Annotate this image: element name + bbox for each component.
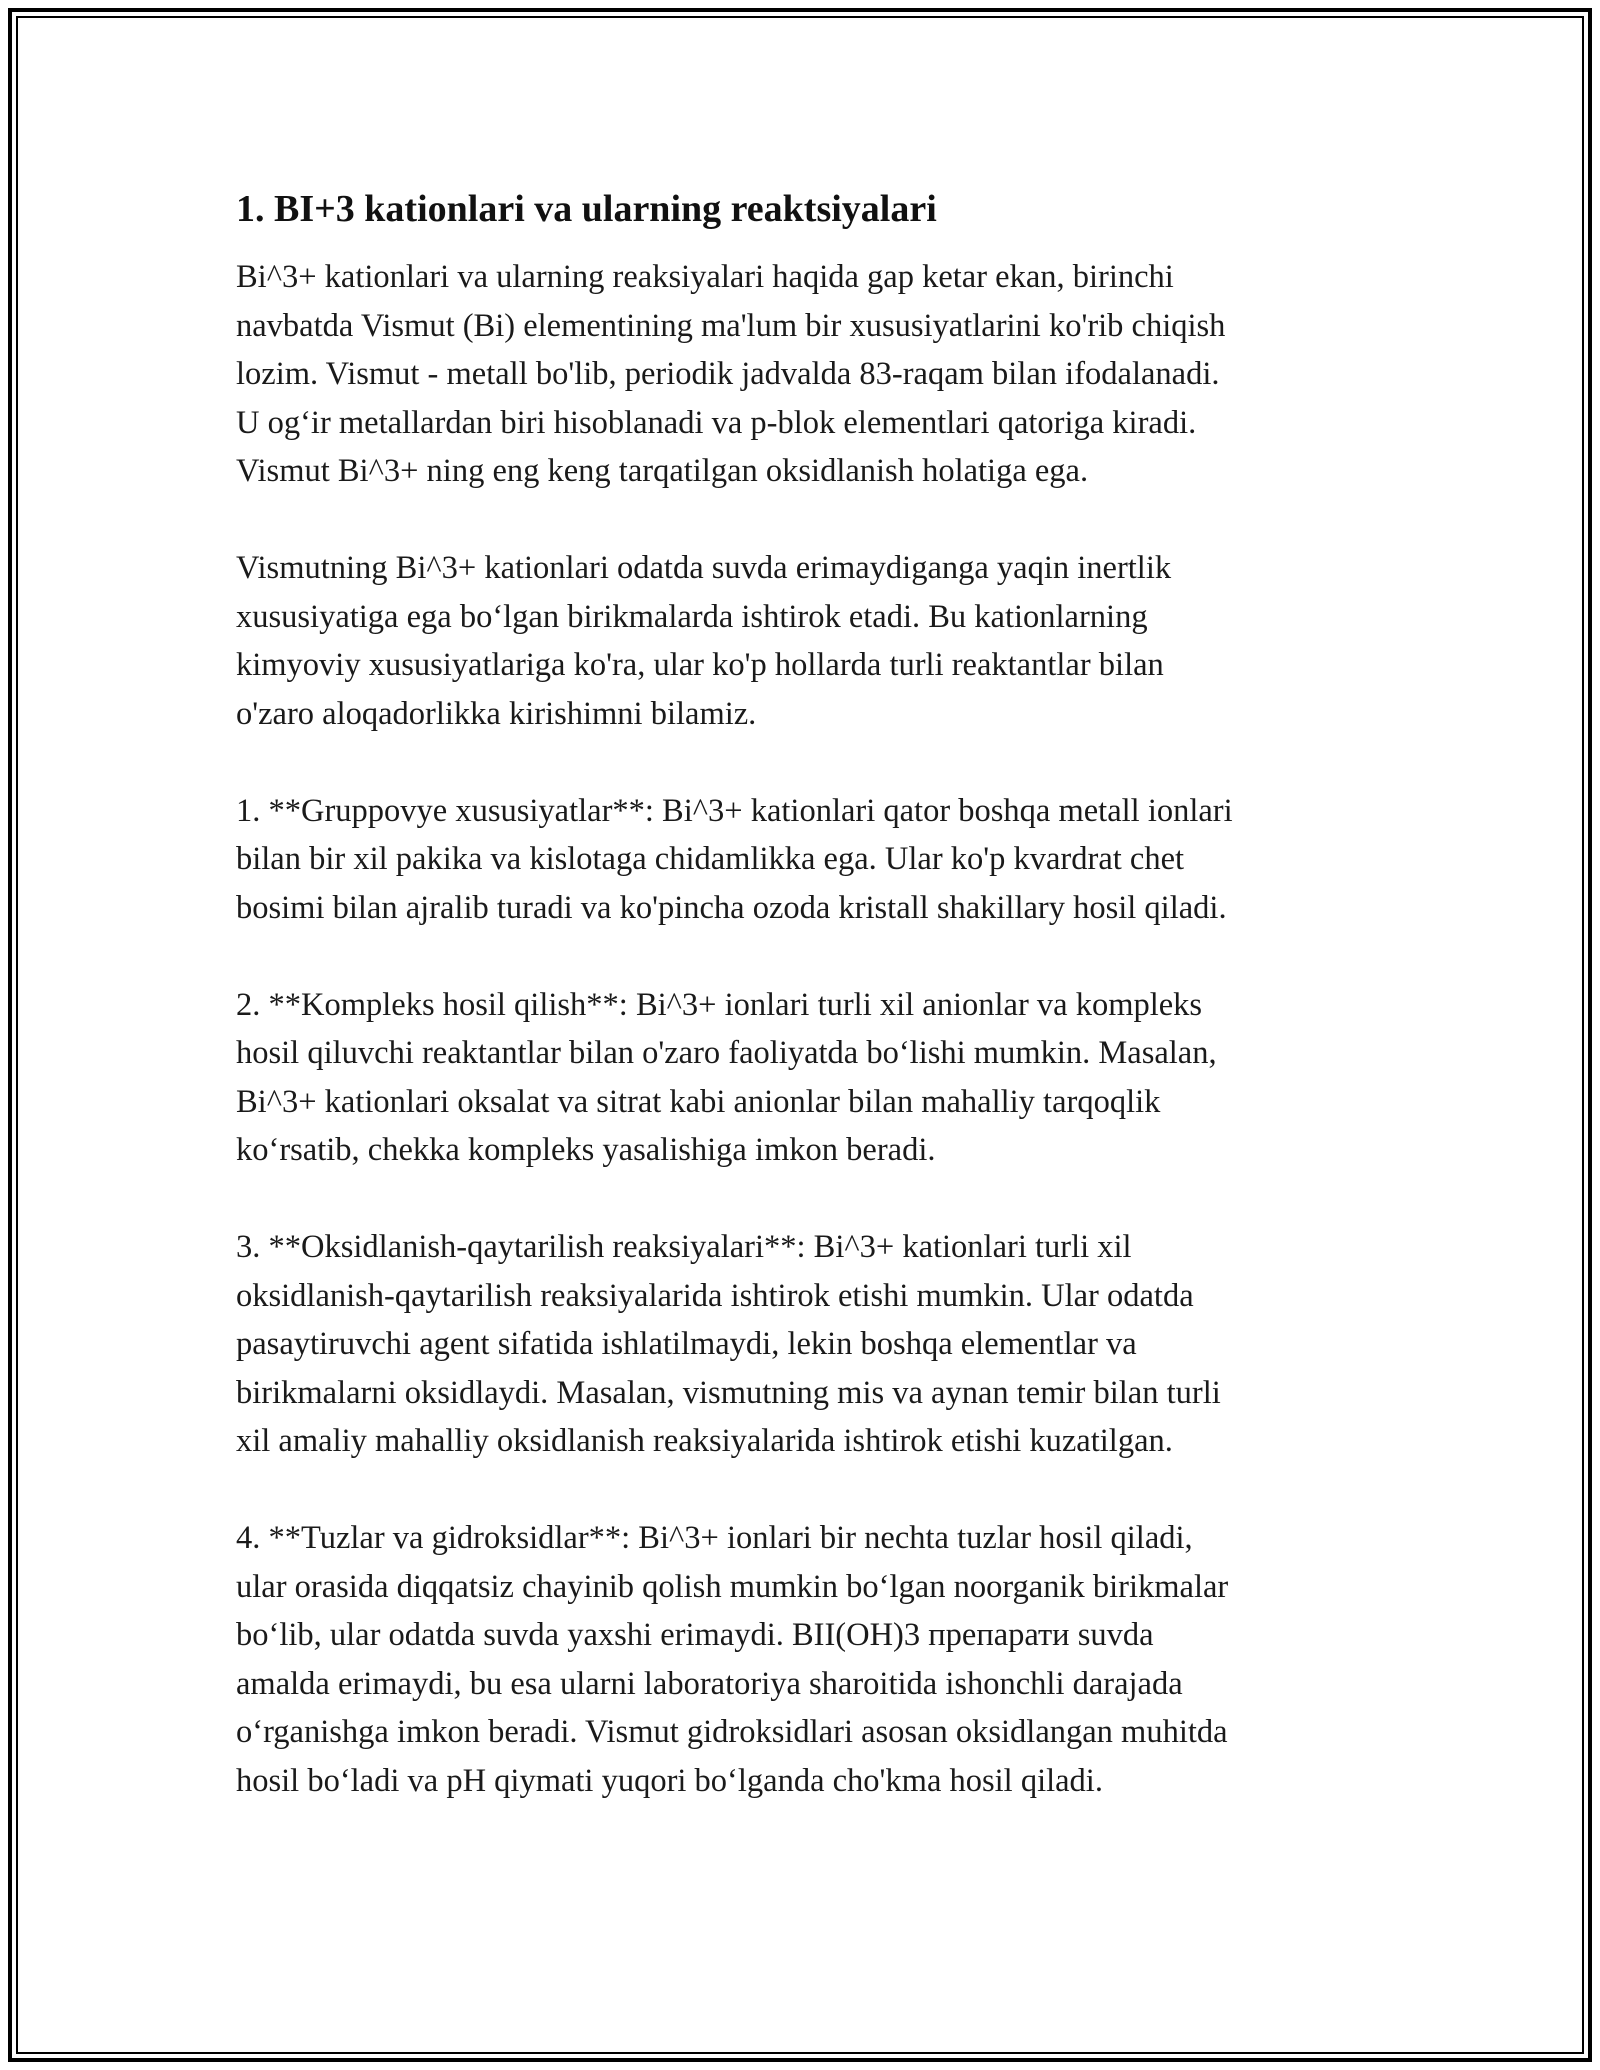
text-line: bosimi bilan ajralib turadi va ko'pincha ozoda kristall shakillary hosil qiladi. — [236, 889, 1227, 926]
text-line: 1. **Gruppovye xususiyatlar**: Bi^3+ kationlari qator boshqa metall ionlari — [236, 792, 1233, 829]
text-line: navbatda Vismut (Bi) elementining ma'lum bir xususiyatlarini ko'rib chiqish — [236, 307, 1226, 344]
text-line: hosil bo‘ladi va pH qiymati yuqori bo‘lganda cho'kma hosil qiladi. — [236, 1762, 1103, 1799]
text-line: xil amaliy mahalliy oksidlanish reaksiyalarida ishtirok etishi kuzatilgan. — [236, 1423, 1173, 1459]
text-line: birikmalarni oksidlaydi. Masalan, vismutning mis va aynan temir bilan turli — [236, 1374, 1221, 1411]
text-line: Bi^3+ kationlari va ularning reaksiyalari haqida gap ketar ekan, birinchi — [236, 259, 1174, 295]
text-line: ular orasida diqqatsiz chayinib qolish mumkin bo‘lgan noorganik birikmalar — [236, 1568, 1229, 1605]
text-line: ko‘rsatib, chekka kompleks yasalishiga imkon beradi. — [236, 1132, 936, 1168]
text-line: U og‘ir metallardan biri hisoblanadi va p-blok elementlari qatoriga kiradi. — [236, 404, 1197, 441]
text-line: o'zaro aloqadorlikka kirishimni bilamiz. — [236, 695, 757, 732]
document-body — [236, 185, 1376, 1854]
text-line: 2. **Kompleks hosil qilish**: Bi^3+ ionlari turli xil anionlar va kompleks — [236, 986, 1203, 1023]
text-line: lozim. Vismut - metall bo'lib, periodik jadvalda 83-raqam bilan ifodalanadi. — [236, 356, 1220, 392]
text-line: 3. **Oksidlanish-qaytarilish reaksiyalari**: Bi^3+ kationlari turli xil — [236, 1229, 1132, 1265]
text-line: Vismutning Bi^3+ kationlari odatda suvda erimaydiganga yaqin inertlik — [236, 550, 1172, 586]
text-line: Bi^3+ kationlari oksalat va sitrat kabi anionlar bilan mahalliy tarqoqlik — [236, 1083, 1161, 1120]
paragraph-intro — [236, 253, 1376, 496]
text-line: hosil qiluvchi reaktantlar bilan o'zaro faoliyatda bo‘lishi mumkin. Masalan, — [236, 1035, 1217, 1071]
paragraph-properties — [236, 544, 1376, 738]
text-line: amalda erimaydi, bu esa ularni laboratoriya sharoitida ishonchli darajada — [236, 1665, 1183, 1702]
text-line: xususiyatiga ega bo‘lgan birikmalarda ishtirok etadi. Bu kationlarning — [236, 598, 1148, 635]
text-line: pasaytiruvchi agent sifatida ishlatilmaydi, lekin boshqa elementlar va — [236, 1326, 1137, 1362]
paragraph-item-3 — [236, 1223, 1376, 1466]
text-line: oksidlanish-qaytarilish reaksiyalarida ishtirok etishi mumkin. Ular odatda — [236, 1277, 1194, 1314]
text-line: kimyoviy xususiyatlariga ko'ra, ular ko'p hollarda turli reaktantlar bilan — [236, 647, 1164, 683]
text-line: o‘rganishga imkon beradi. Vismut gidroksidlari asosan oksidlangan muhitda — [236, 1714, 1228, 1750]
document-title: 1. BI+3 kationlari va ularning reaktsiyalari — [236, 188, 937, 230]
paragraph-item-1 — [236, 787, 1376, 933]
paragraph-item-4 — [236, 1514, 1376, 1805]
text-line: Vismut Bi^3+ ning eng keng tarqatilgan oksidlanish holatiga ega. — [236, 453, 1089, 489]
text-line: bilan bir xil pakika va kislotaga chidamlikka ega. Ular ko'p kvardrat chet — [236, 841, 1185, 877]
text-line: 4. **Tuzlar va gidroksidlar**: Bi^3+ ionlari bir nechta tuzlar hosil qiladi, — [236, 1520, 1193, 1556]
paragraph-item-2 — [236, 981, 1376, 1175]
text-line: bo‘lib, ular odatda suvda yaxshi erimaydi. BII(OH)3 препарати suvda — [236, 1617, 1154, 1653]
